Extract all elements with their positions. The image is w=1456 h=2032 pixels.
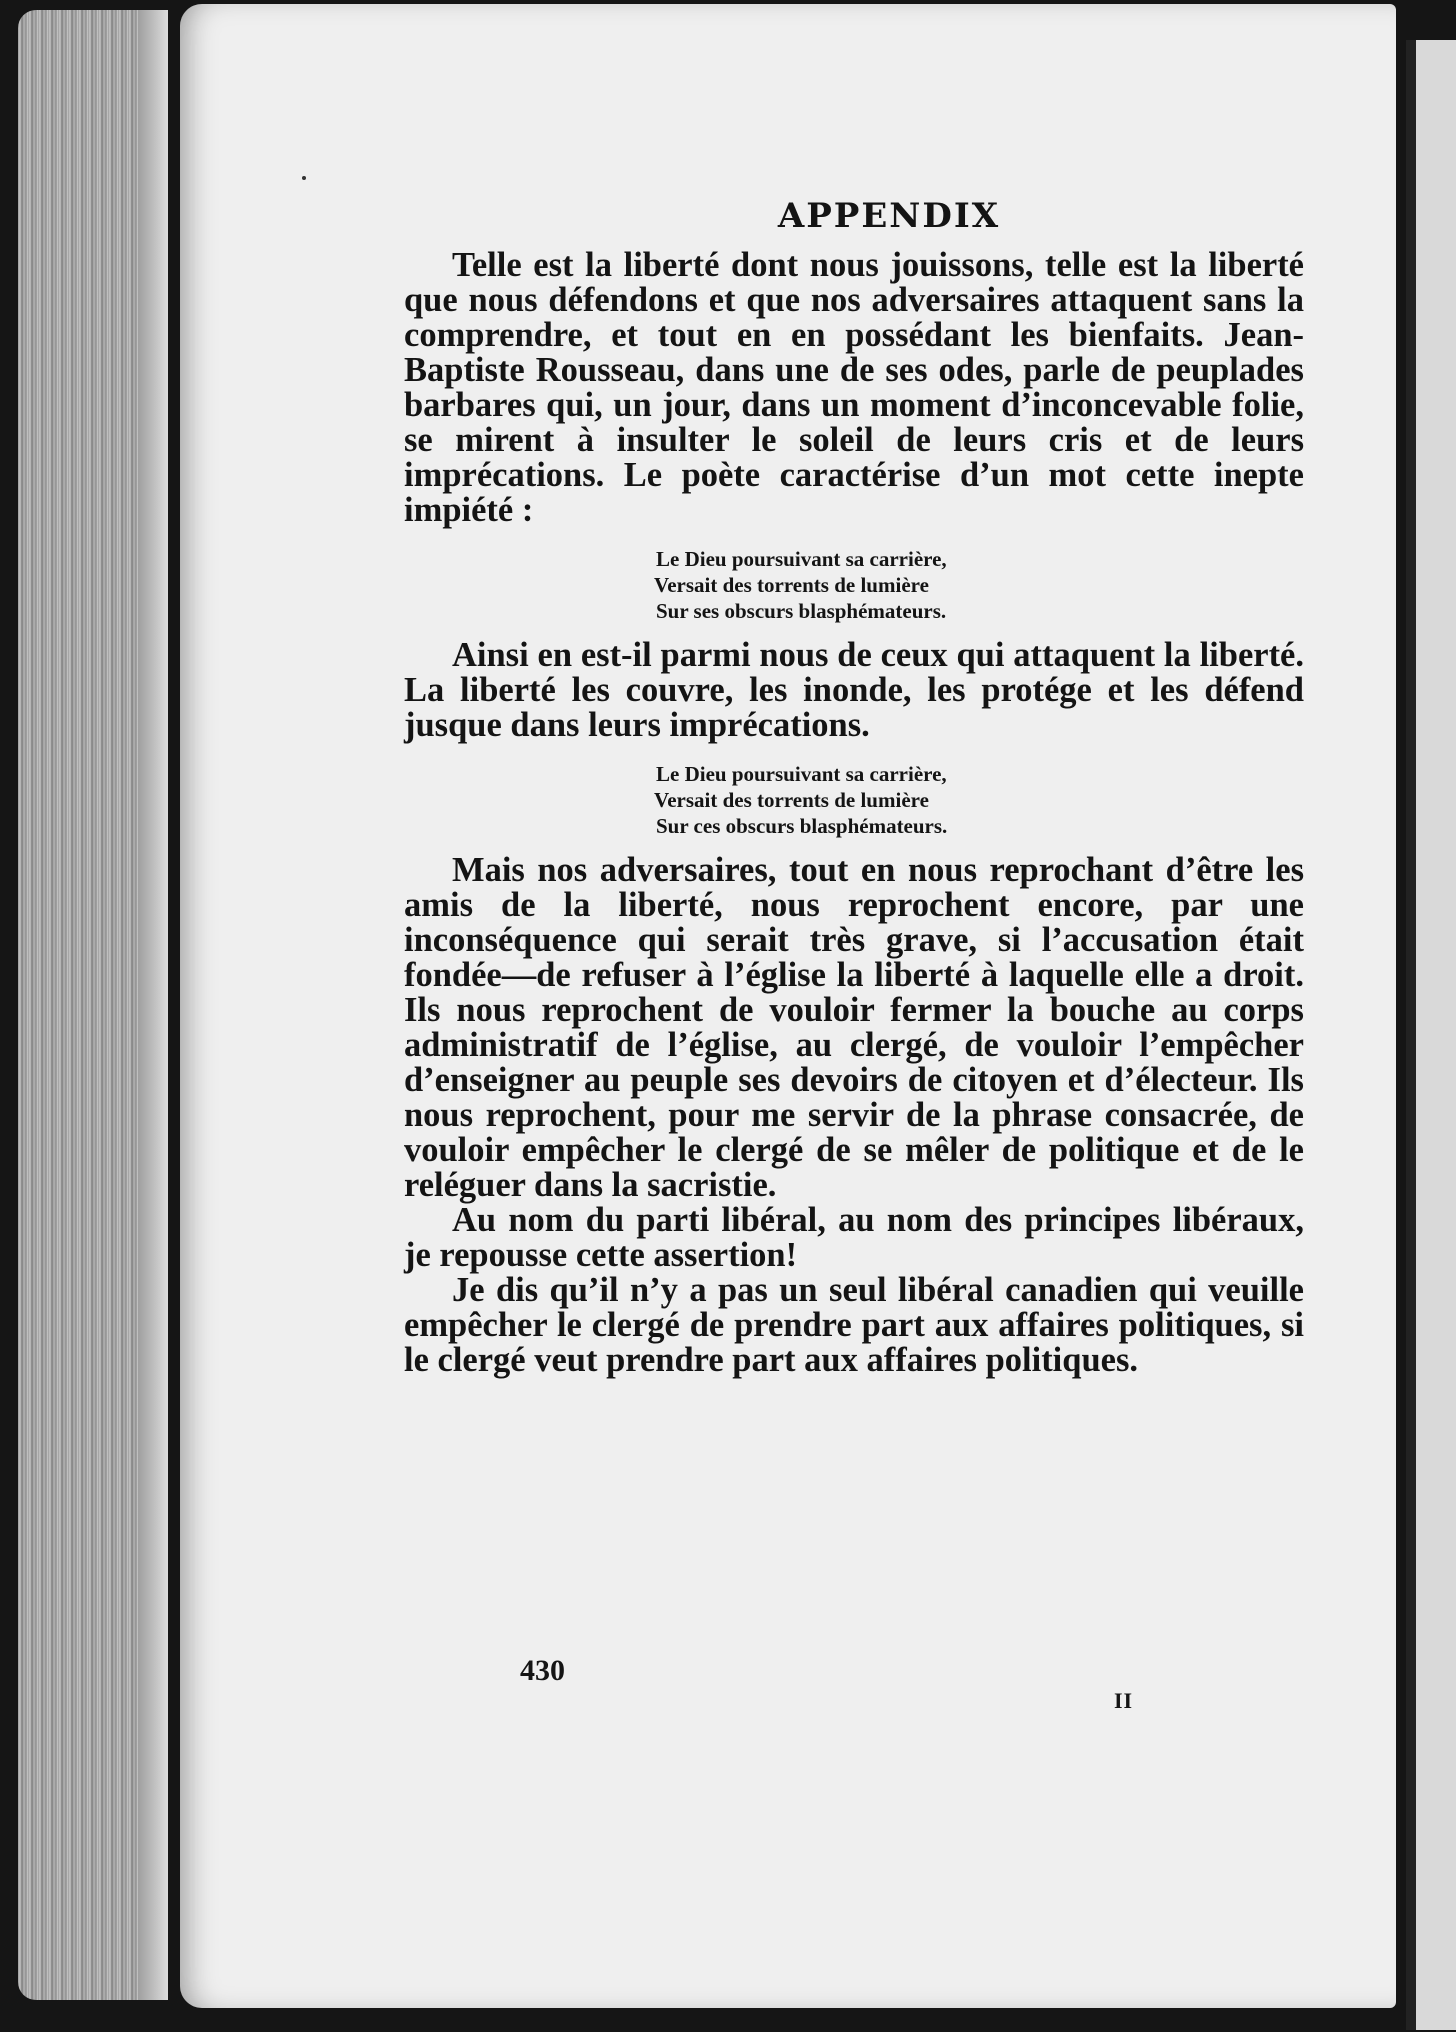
verse-quotation [656,761,1304,839]
paragraph: Au nom du parti libéral, au nom des principes libéraux, je repousse cette assertion! [404,1201,1304,1274]
facing-page-edge [1406,40,1456,2030]
verse-line: Le Dieu poursuivant sa carrière, [656,762,947,786]
verse-line: Sur ces obscurs blasphémateurs. [656,814,948,838]
signature-mark: II [1114,1688,1134,1713]
paragraph: Telle est la liberté dont nous jouissons, telle est la liberté que nous défendons et que nos adversaires attaquent sans la comprendre, et tout en en possédant les bienfaits. Jean-Baptiste Rousseau, dans une de ses odes, parle de peuplades barbares qui, un jour, dans un moment d’inconcevable folie, se mirent à insulter le soleil de leurs cris et de leurs imprécations. Le poète caractérise d’un mot cette inepte impiété : [404,246,1304,529]
running-heading: APPENDIX [777,196,1001,236]
ink-speck [302,176,306,180]
page-text [404,196,1304,1378]
verse-line: Sur ses obscurs blasphémateurs. [656,599,947,623]
paragraph: Ainsi en est-il parmi nous de ceux qui attaquent la liberté. La liberté les couvre, les inonde, les protége et les défend jusque dans leurs imprécations. [404,636,1304,744]
verse-quotation [656,546,1304,624]
paragraph: Je dis qu’il n’y a pas un seul libéral canadien qui veuille empêcher le clergé de prendre part aux affaires politiques, si le clergé veut prendre part aux affaires politiques. [404,1271,1304,1379]
verse-line: Le Dieu poursuivant sa carrière, [656,547,947,571]
verse-line: Versait des torrents de lumière [654,788,929,812]
page-number: 430 [520,1654,565,1687]
page-edges [18,10,168,2000]
verse-line: Versait des torrents de lumière [654,573,929,597]
paragraph: Mais nos adversaires, tout en nous reprochant d’être les amis de la liberté, nous reprochent encore, par une inconséquence qui serait très grave, si l’accusation était fondée—de refuser à l’église la liberté à laquelle elle a droit. Ils nous reprochent de vouloir fermer la bouche au corps administratif de l’église, au clergé, de vouloir l’empêcher d’enseigner au peuple ses devoirs de citoyen et d’électeur. Ils nous reprochent, pour me servir de la phrase consacrée, de vouloir empêcher le clergé de se mêler de politique et de le reléguer dans la sacristie. [404,851,1304,1204]
